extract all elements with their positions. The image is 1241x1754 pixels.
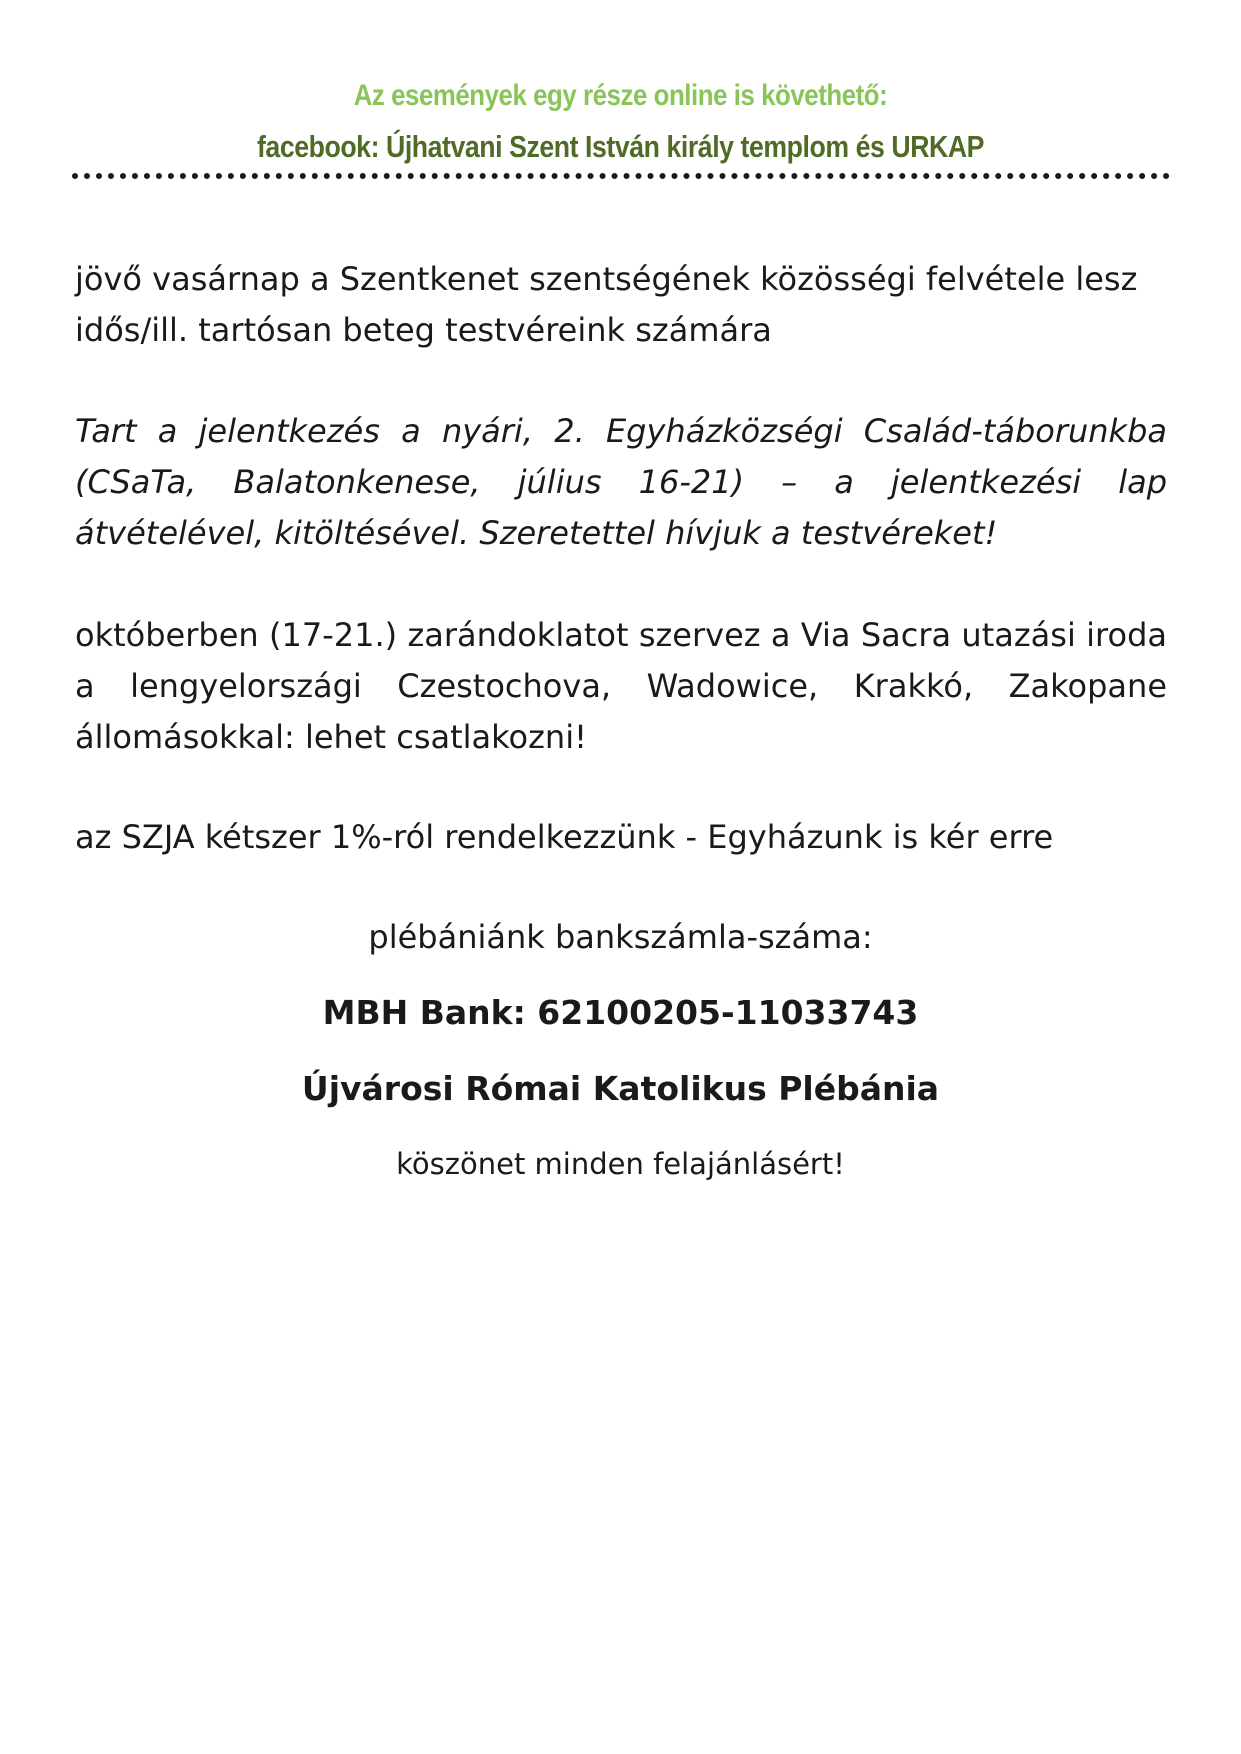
announcement-tax-donation: az SZJA kétszer 1%-ról rendelkezzünk - Egyházunk is kér erre: [75, 818, 1054, 856]
online-notice: Az események egy része online is követhető:: [353, 79, 888, 112]
announcement-anointing: jövő vasárnap a Szentkenet szentségének közösségi felvétele lesz idős/ill. tartósan beteg testvéreink számára: [75, 260, 1138, 349]
bank-account-number: MBH Bank: 62100205-11033743: [322, 993, 919, 1032]
facebook-link-text: facebook: Újhatvani Szent István király templom és URKAP: [256, 129, 985, 164]
announcement-pilgrimage: októberben (17-21.) zarándoklatot szervez a Via Sacra utazási iroda a lengyelországi Czestochova, Wadowice, Krakkó, Zakopane állomásokkal: lehet csatlakozni!: [75, 616, 1167, 756]
page-header: [0, 70, 1241, 172]
dotted-divider: [72, 173, 1170, 179]
announcement-family-camp: Tart a jelentkezés a nyári, 2. Egyházközségi Család-táborunkba (CSaTa, Balatonkenese, július 16-21) – a jelentkezési lap átvételével, kitöltésével. Szeretettel hívjuk a testvéreket!: [75, 412, 1167, 552]
thanks-note: köszönet minden felajánlásért!: [396, 1147, 845, 1181]
parish-name: Újvárosi Római Katolikus Plébánia: [301, 1069, 940, 1108]
bank-account-label: plébániánk bankszámla-száma:: [368, 918, 873, 956]
